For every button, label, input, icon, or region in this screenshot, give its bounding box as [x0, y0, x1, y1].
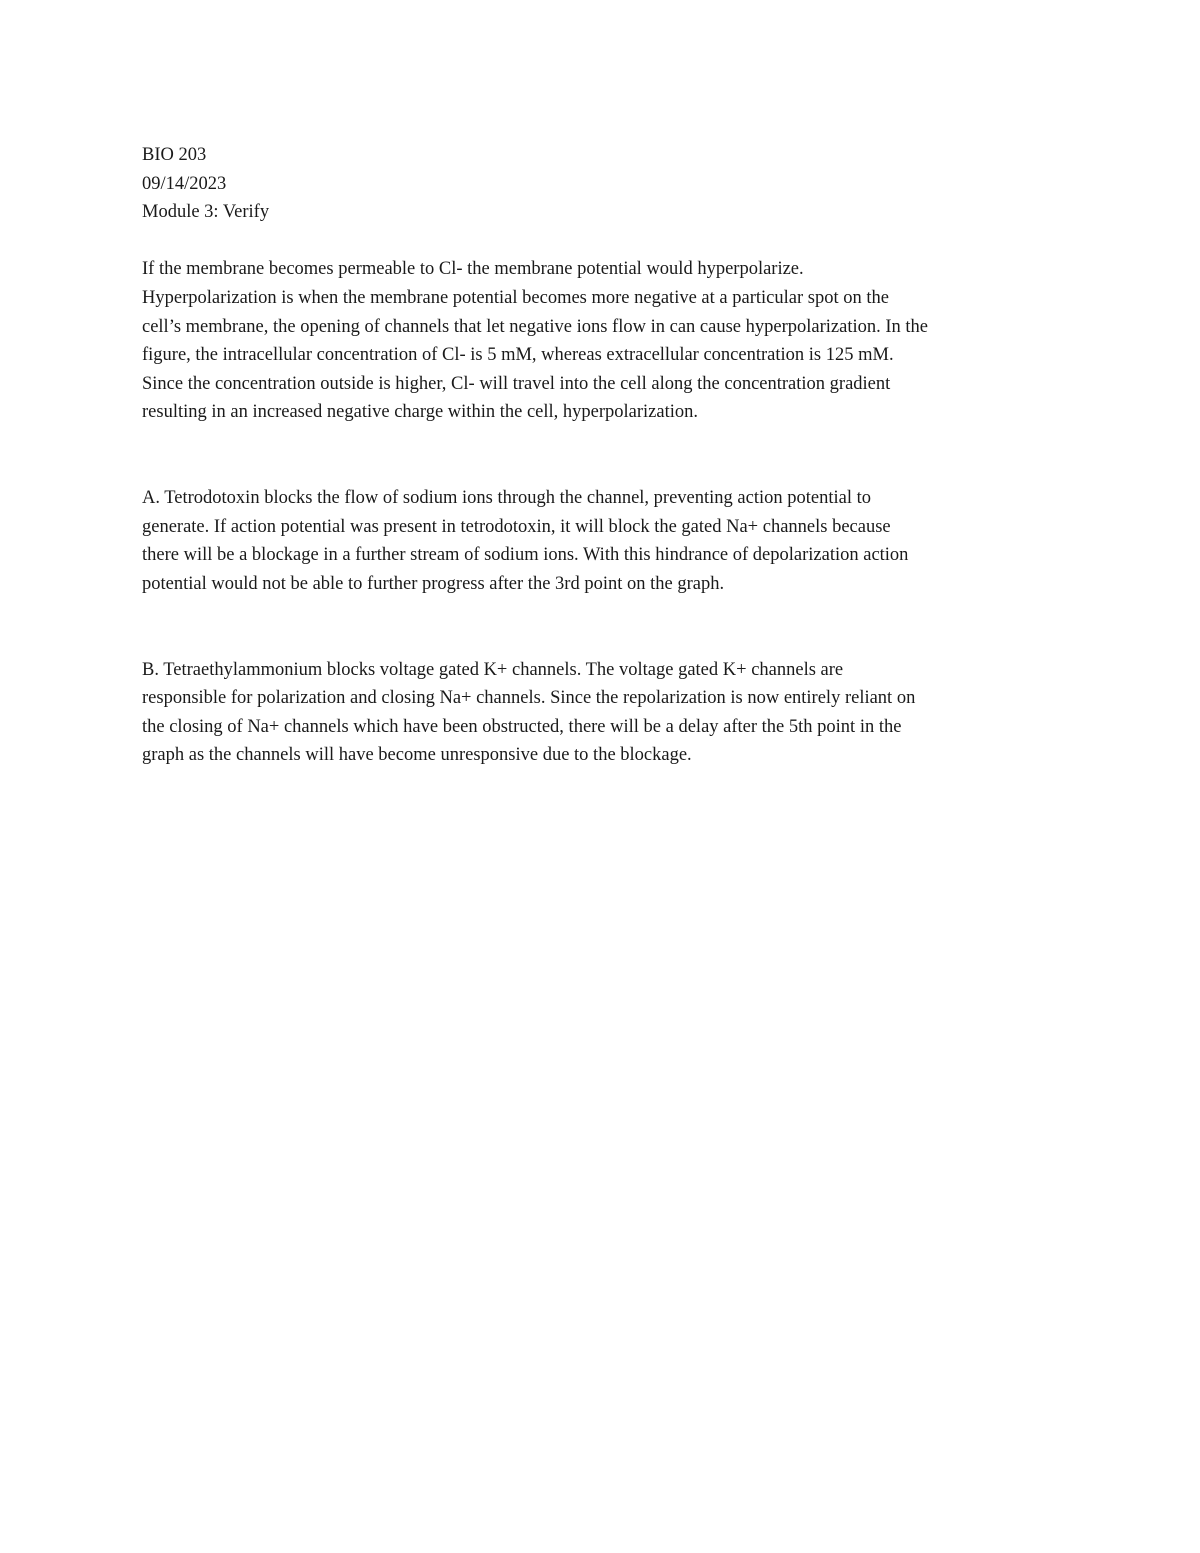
paragraph-line: Since the concentration outside is higher, Cl- will travel into the cell along the concentration gradient [142, 373, 891, 394]
spacer [142, 599, 1072, 656]
course-code: BIO 203 [142, 145, 207, 165]
answer-a-paragraph [142, 484, 1072, 598]
paragraph-line: figure, the intracellular concentration of Cl- is 5 mM, whereas extracellular concentration is 125 mM. [142, 345, 894, 366]
paragraph-line: the closing of Na+ channels which have been obstructed, there will be a delay after the 5th point in the [142, 716, 902, 737]
answer-b-paragraph [142, 656, 1072, 770]
document-header [142, 141, 1072, 227]
paragraph-line: cell’s membrane, the opening of channels that let negative ions flow in can cause hyperpolarization. In the [142, 316, 928, 337]
intro-paragraph [142, 255, 1072, 427]
document-body [142, 141, 1072, 770]
spacer [142, 227, 1072, 256]
paragraph-line: generate. If action potential was present in tetrodotoxin, it will block the gated Na+ channels because [142, 516, 891, 537]
paragraph-line: B. Tetraethylammonium blocks voltage gated K+ channels. The voltage gated K+ channels are [142, 659, 844, 680]
paragraph-line: potential would not be able to further progress after the 3rd point on the graph. [142, 573, 725, 594]
paragraph-line: Hyperpolarization is when the membrane potential becomes more negative at a particular spot on the [142, 287, 889, 308]
paragraph-line: resulting in an increased negative charge within the cell, hyperpolarization. [142, 402, 698, 423]
paragraph-line: graph as the channels will have become unresponsive due to the blockage. [142, 745, 692, 766]
spacer [142, 427, 1072, 484]
paragraph-line: If the membrane becomes permeable to Cl- the membrane potential would hyperpolarize. [142, 259, 804, 280]
paragraph-line: responsible for polarization and closing Na+ channels. Since the repolarization is now entirely reliant on [142, 688, 916, 709]
document-date: 09/14/2023 [142, 173, 227, 194]
paragraph-line: there will be a blockage in a further stream of sodium ions. With this hindrance of depolarization action [142, 545, 909, 566]
paragraph-line: A. Tetrodotoxin blocks the flow of sodium ions through the channel, preventing action potential to [142, 488, 871, 509]
module-title: Module 3: Verify [142, 202, 270, 223]
